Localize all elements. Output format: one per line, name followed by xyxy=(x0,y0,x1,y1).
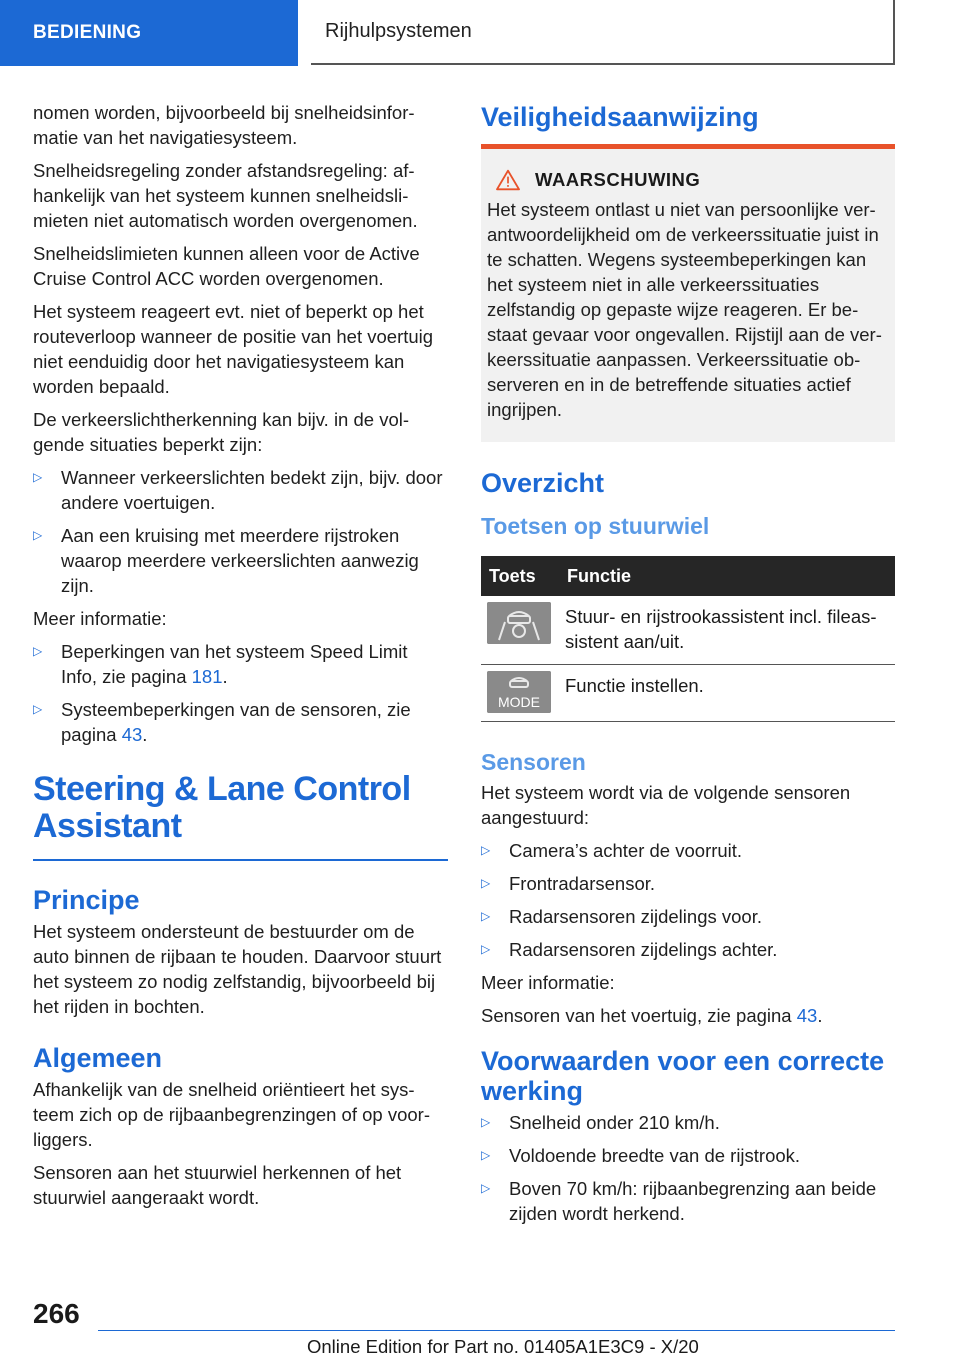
warning-label: WAARSCHUWING xyxy=(535,169,701,190)
ref-end: . xyxy=(817,1005,823,1026)
buttons-heading: Toetsen op stuurwiel xyxy=(481,513,710,539)
list-item: ▷ Camera’s achter de voorruit. xyxy=(481,838,895,863)
heading-rule xyxy=(33,859,448,861)
safety-heading: Veiligheidsaanwijzing xyxy=(481,102,759,132)
conditions-list xyxy=(481,1110,895,1226)
list-item xyxy=(33,639,448,689)
sensors-list xyxy=(481,838,895,962)
table-header-key: Toets xyxy=(481,556,559,596)
warning-triangle-icon xyxy=(493,169,523,191)
overview-heading: Overzicht xyxy=(481,468,605,498)
paragraph: Snelheidsregeling zonder afstandsregeling: afhankelijk van het systeem kunnen snelheidslimieten niet automatisch worden overgenomen. xyxy=(33,160,418,231)
footer-rule xyxy=(98,1330,895,1331)
mode-label: MODE xyxy=(498,694,540,710)
warning-box xyxy=(481,149,895,442)
algemeen-heading: Algemeen xyxy=(33,1043,163,1073)
conditions-heading: Voorwaarden voor een correcte werking xyxy=(481,1046,885,1106)
page-link[interactable]: 181 xyxy=(191,666,223,687)
paragraph: Het systeem ondersteunt de bestuurder om de auto binnen de rijbaan te houden. Daarvoor stuurt het systeem zo nodig zelfstandig, bijvoorbeeld bij het rijden in bochten. xyxy=(33,921,442,1017)
sensors-heading: Sensoren xyxy=(481,749,586,775)
right-column xyxy=(481,100,895,1234)
list-item: ▷ Snelheid onder 210 km/h. xyxy=(481,1110,895,1135)
chapter-heading: Steering & Lane Control Assistant xyxy=(33,770,411,845)
list-item: ▷ Radarsensoren zijdelings achter. xyxy=(481,937,895,962)
page-link[interactable]: 43 xyxy=(796,1005,818,1026)
list-item: ▷ Boven 70 km/h: rijbaanbegrenzing aan beide zijden wordt herkend. xyxy=(481,1176,895,1226)
table-row xyxy=(481,596,895,665)
more-info-list xyxy=(33,639,448,747)
traffic-light-limitations-list xyxy=(33,465,448,598)
page-number: 266 xyxy=(33,1298,80,1329)
lane-assist-steering-icon xyxy=(487,602,551,644)
page-link[interactable]: 43 xyxy=(121,724,143,745)
more-info-label: Meer informatie: xyxy=(33,608,167,629)
principe-heading: Principe xyxy=(33,885,140,915)
left-column xyxy=(33,100,448,1218)
paragraph: Het systeem wordt via de volgende sensoren aangestuurd: xyxy=(481,782,851,828)
list-item-text: Systeembeperkingen van de sensoren, zie pagina xyxy=(61,699,411,745)
paragraph: De verkeerslichtherkenning kan bijv. in de volgende situaties beperkt zijn: xyxy=(33,409,410,455)
list-item: ▷ Voldoende breedte van de rijstrook. xyxy=(481,1143,895,1168)
chapter-tab: BEDIENING xyxy=(0,0,298,66)
list-item: ▷ Aan een kruising met meerdere rijstroken waarop meerdere verkeerslichten aanwezig zijn. xyxy=(33,523,448,598)
ref-text: Sensoren van het voertuig, zie pagina xyxy=(481,1005,797,1026)
paragraph xyxy=(481,1003,895,1028)
mode-button-icon xyxy=(487,671,551,713)
paragraph: nomen worden, bijvoorbeeld bij snelheidsinformatie van het navigatiesysteem. xyxy=(33,102,415,148)
list-item-end: . xyxy=(142,724,148,745)
warning-text: Het systeem ontlast u niet van persoonlijke verantwoordelijkheid om de verkeerssituatie juist in te schatten. Wegens systeembeperkingen kan het systeem niet in alle verkeerssituaties zelfstandig op gepaste wijze reageren. Er bestaat gevaar voor ongevallen. Rijstijl aan de verkeerssituatie aanpassen. Verkeerssituatie observeren en in de betreffende situaties actief ingrijpen. xyxy=(487,199,882,420)
paragraph: Afhankelijk van de snelheid oriëntieert het systeem zich op de rijbaanbegrenzingen of op voorliggers. xyxy=(33,1079,430,1150)
paragraph: Het systeem reageert evt. niet of beperkt op het routeverloop wanneer de positie van het voertuig niet eenduidig door het navigatiesysteem kan worden bepaald. xyxy=(33,301,434,397)
more-info-label: Meer informatie: xyxy=(481,972,615,993)
table-header-row xyxy=(481,556,895,596)
list-item xyxy=(33,697,448,747)
function-cell: Stuur- en rijstrookassistent incl. fileassistent aan/uit. xyxy=(559,596,895,665)
key-cell xyxy=(481,596,559,665)
section-title: Rijhulpsystemen xyxy=(311,0,895,65)
edition-text: Online Edition for Part no. 01405A1E3C9 - X/20 xyxy=(307,1336,699,1357)
list-item: ▷ Radarsensoren zijdelings voor. xyxy=(481,904,895,929)
list-item: ▷ Frontradarsensor. xyxy=(481,871,895,896)
key-cell xyxy=(481,665,559,722)
list-item-end: . xyxy=(222,666,228,687)
paragraph: Sensoren aan het stuurwiel herkennen of het stuurwiel aangeraakt wordt. xyxy=(33,1162,402,1208)
list-item: ▷ Wanneer verkeerslichten bedekt zijn, bijv. door andere voertuigen. xyxy=(33,465,448,515)
warning-header xyxy=(487,169,889,191)
paragraph: Snelheidslimieten kunnen alleen voor de Active Cruise Control ACC worden overgenomen. xyxy=(33,243,420,289)
table-header-function: Functie xyxy=(559,556,895,596)
function-cell: Functie instellen. xyxy=(559,665,895,722)
table-row xyxy=(481,665,895,722)
buttons-table xyxy=(481,556,895,722)
list-item-text: Beperkingen van het systeem Speed Limit Info, zie pagina xyxy=(61,641,408,687)
